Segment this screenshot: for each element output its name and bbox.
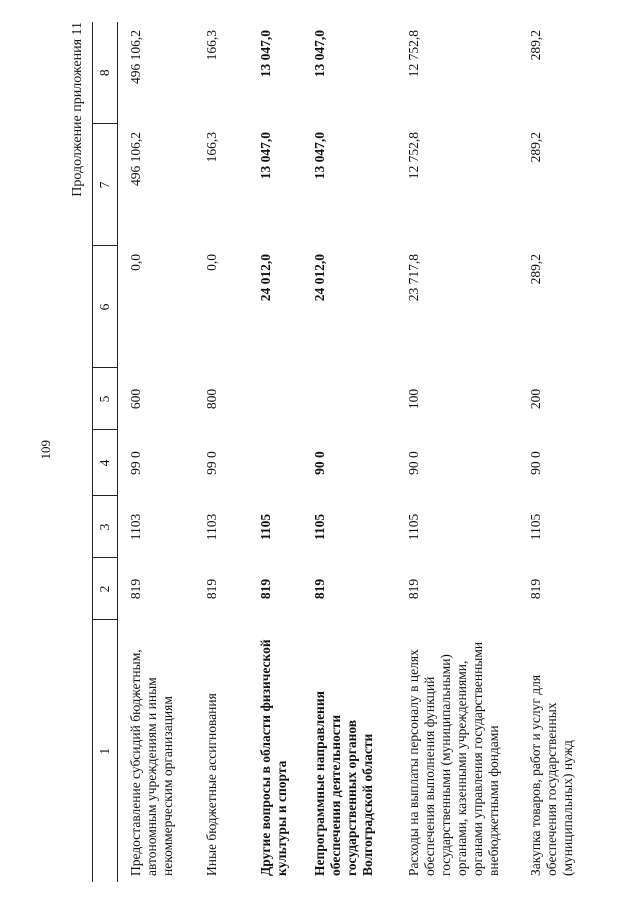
- column-header: 2: [93, 558, 118, 620]
- table-row: [396, 22, 518, 882]
- cell-code-3: 1105: [528, 513, 543, 541]
- cell-amount-7: 289,2: [528, 132, 543, 163]
- cell-code-2: 819: [312, 578, 327, 600]
- table-row: [518, 22, 598, 882]
- cell-amount-7: 13 047,0: [312, 132, 327, 180]
- cell-amount-6: 24 012,0: [258, 254, 273, 302]
- column-header: 1: [93, 620, 118, 882]
- cell-amount-6: 23 717,8: [406, 254, 421, 302]
- row-name: Расходы на выплаты персоналу в целях обеспечения выполнения функций государственными (муниципальными) органами, казенными учреждениями, органами управления государственными внебюджетными фондами: [406, 641, 501, 876]
- cell-code-5: 200: [528, 388, 543, 410]
- cell-code-3: 1105: [258, 513, 273, 541]
- cell-amount-6: 24 012,0: [312, 254, 327, 302]
- cell-code-5: [248, 368, 302, 430]
- cell-code-2: 819: [528, 578, 543, 600]
- cell-amount-8: 166,3: [204, 30, 219, 61]
- cell-amount-8: 496 106,2: [128, 30, 143, 84]
- row-name: Другие вопросы в области физической культуры и спорта: [258, 639, 289, 876]
- cell-code-4: 99 0: [204, 451, 219, 475]
- cell-code-3: 1103: [204, 513, 219, 541]
- table-row: [302, 22, 396, 882]
- cell-amount-8: 13 047,0: [312, 30, 327, 78]
- cell-code-2: 819: [128, 578, 143, 600]
- cell-code-3: 1103: [128, 513, 143, 541]
- cell-code-3: 1105: [312, 513, 327, 541]
- page-number: 109: [38, 440, 53, 460]
- budget-table: [92, 22, 598, 882]
- column-header: 5: [93, 368, 118, 430]
- cell-amount-7: 496 106,2: [128, 132, 143, 186]
- cell-code-4: 90 0: [528, 451, 543, 475]
- table-caption: Продолжение приложения 11: [70, 22, 85, 197]
- cell-code-5: 100: [406, 388, 421, 410]
- cell-code-2: 819: [258, 578, 273, 600]
- column-header: 4: [93, 430, 118, 496]
- table-row: [118, 22, 195, 882]
- table-row: [248, 22, 302, 882]
- column-header: 6: [93, 246, 118, 368]
- cell-amount-8: 12 752,8: [406, 30, 421, 78]
- cell-amount-8: 13 047,0: [258, 30, 273, 78]
- cell-amount-6: 0,0: [128, 254, 143, 271]
- cell-code-4: 90 0: [312, 451, 327, 475]
- rotated-page: [64, 22, 624, 882]
- cell-code-4: 99 0: [128, 451, 143, 475]
- column-header: 8: [93, 22, 118, 124]
- cell-code-4: 90 0: [406, 451, 421, 475]
- cell-code-5: 600: [128, 388, 143, 410]
- row-name: Непрограммные направления обеспечения деятельности государственных органов Волгоградской области: [312, 691, 375, 876]
- row-name: Предоставление субсидий бюджетным, автономным учреждениям и иным некоммерческим организациям: [128, 649, 175, 876]
- cell-amount-6: 289,2: [528, 254, 543, 285]
- cell-amount-7: 166,3: [204, 132, 219, 163]
- row-name: Закупка товаров, работ и услуг для обеспечения государственных (муниципальных) нужд: [528, 674, 575, 876]
- table-row: [194, 22, 248, 882]
- row-name: Иные бюджетные ассигнования: [204, 693, 219, 876]
- cell-code-2: 819: [406, 578, 421, 600]
- cell-code-2: 819: [204, 578, 219, 600]
- cell-code-3: 1105: [406, 513, 421, 541]
- cell-amount-8: 289,2: [528, 30, 543, 61]
- column-header: 7: [93, 124, 118, 246]
- cell-amount-7: 13 047,0: [258, 132, 273, 180]
- cell-amount-7: 12 752,8: [406, 132, 421, 180]
- cell-amount-6: 0,0: [204, 254, 219, 271]
- column-header: 3: [93, 496, 118, 558]
- cell-code-5: [302, 368, 396, 430]
- header-row: [93, 22, 118, 882]
- cell-code-5: 800: [204, 388, 219, 410]
- cell-code-4: [248, 430, 302, 496]
